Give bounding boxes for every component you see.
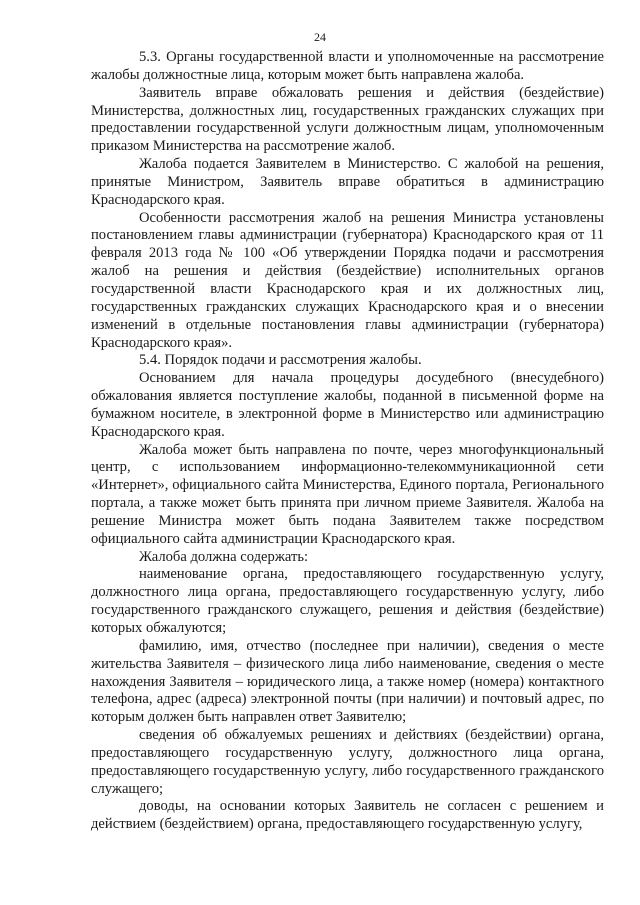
paragraph: 5.3. Органы государственной власти и уполномоченные на рассмотрение жалобы должностные лица, которым может быть направлена жалоба. (91, 49, 604, 83)
document-body (91, 49, 604, 834)
paragraph: Жалоба подается Заявителем в Министерство. С жалобой на решения, принятые Министром, Заявитель вправе обратиться в администрацию Краснодарского края. (91, 156, 604, 208)
paragraph: Особенности рассмотрения жалоб на решения Министра установлены постановлением главы администрации (губернатора) Краснодарского края от 11 февраля 2013 года № 100 «Об утверждении Порядка подачи и рассмотрения жалоб на решения и действия (бездействие) исполнительных органов государственной власти Краснодарского края и их должностных лиц, государственных гражданских служащих Краснодарского края и о внесении изменений в отдельные постановления главы администрации (губернатора) Краснодарского края». (91, 209, 604, 351)
page-number: 24 (314, 30, 326, 44)
paragraph: Заявитель вправе обжаловать решения и действия (бездействие) Министерства, должностных лиц, государственных гражданских служащих при предоставлении государственной услуги должностным лицам, уполномоченным приказом Министерства на рассмотрение жалоб. (91, 84, 604, 155)
paragraph: 5.4. Порядок подачи и рассмотрения жалобы. (139, 352, 422, 369)
paragraph: Жалоба может быть направлена по почте, через многофункциональный центр, с использованием информационно-телекоммуникационной сети «Интернет», официального сайта Министерства, Единого портала, Регионального портала, а также может быть принята при личном приеме Заявителя. Жалоба на решение Министра может быть подана Заявителем также посредством официального сайта администрации Краснодарского края. (91, 441, 604, 547)
paragraph: фамилию, имя, отчество (последнее при наличии), сведения о месте жительства Заявителя – физического лица либо наименование, сведения о месте нахождения Заявителя – юридического лица, а также номер (номера) контактного телефона, адрес (адреса) электронной почты (при наличии) и почтовый адрес, по которым должен быть направлен ответ Заявителю; (91, 637, 604, 726)
paragraph: Жалоба должна содержать: (139, 548, 309, 565)
paragraph: Основанием для начала процедуры досудебного (внесудебного) обжалования является поступление жалобы, поданной в письменной форме на бумажном носителе, в электронной форме в Министерство или администрацию Краснодарского края. (91, 370, 604, 440)
paragraph: сведения об обжалуемых решениях и действиях (бездействии) органа, предоставляющего государственную услугу, должностного лица органа, предоставляющего государственную услугу, либо государственного гражданского служащего; (91, 727, 604, 797)
paragraph: наименование органа, предоставляющего государственную услугу, должностного лица органа, предоставляющего государственную услугу, либо государственного гражданского служащего, решения и действия (бездействие) которых обжалуются; (91, 566, 604, 636)
paragraph: доводы, на основании которых Заявитель не согласен с решением и действием (бездействием) органа, предоставляющего государственную услугу, (91, 798, 604, 833)
